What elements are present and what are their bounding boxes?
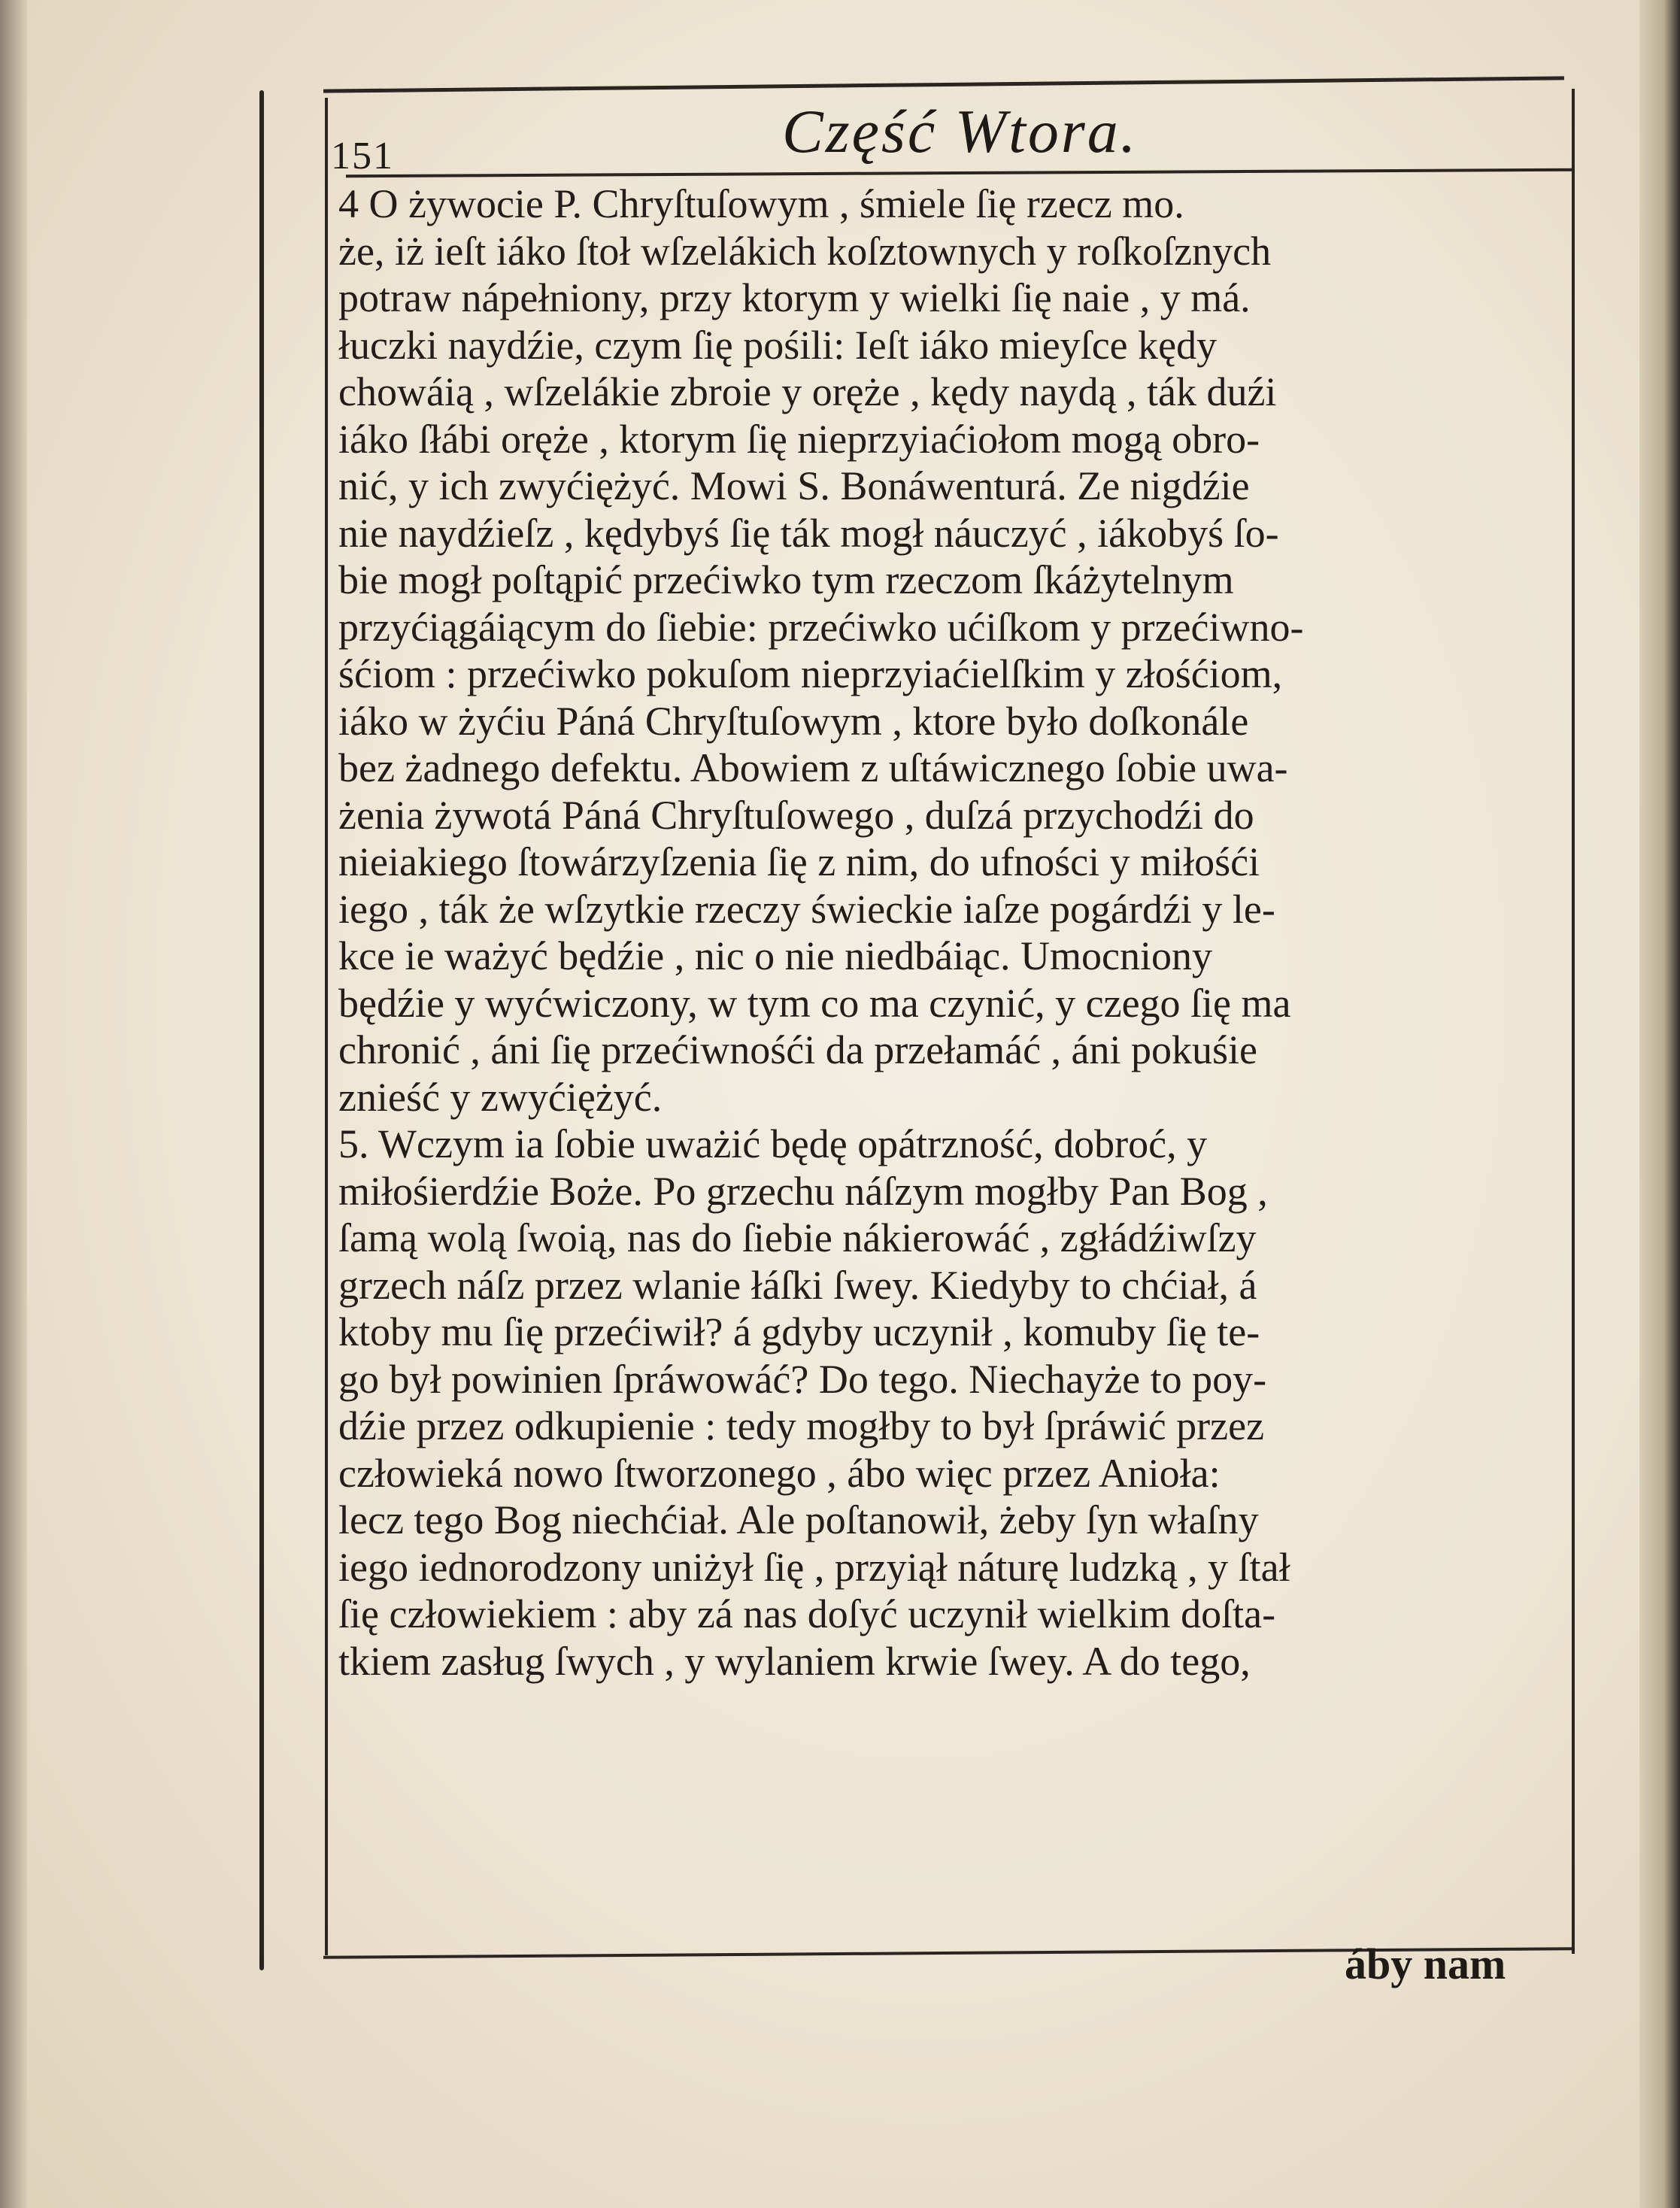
- text-line: iego iednorodzony uniżył ſię , przyiął náturę ludzką , y ſtał: [338, 1544, 1290, 1590]
- text-line: go był powinien ſpráwowáć? Do tego. Niechayże to poy-: [338, 1356, 1267, 1402]
- text-line: ktoby mu ſię przećiwił? á gdyby uczynił , komuby ſię te-: [338, 1309, 1260, 1354]
- text-line: bie mogł poſtąpić przećiwko tym rzeczom ſkáżytelnym: [338, 557, 1234, 602]
- text-line: iáko w żyćiu Páná Chryſtuſowym , ktore było doſkonále: [338, 698, 1249, 744]
- header-rule: [346, 168, 1572, 178]
- body-text: [338, 180, 1572, 1685]
- text-line: łuczki naydźie, czym ſię pośili: Ieſt iáko mieyſce kędy: [338, 322, 1218, 368]
- text-line: nie naydźieſz , kędybyś ſię ták mogł náuczyć , iákobyś ſo-: [338, 510, 1279, 556]
- text-frame-right-rule: [1572, 89, 1575, 1954]
- catchword: áby nam: [1345, 1940, 1506, 1988]
- text-line: nić, y ich zwyćiężyć. Mowi S. Bonáwenturá. Ze nigdźie: [338, 463, 1250, 508]
- text-line: śćiom : przećiwko pokuſom nieprzyiaćielſkim y złośćiom,: [338, 651, 1283, 696]
- text-line: tkiem zasług ſwych , y wylaniem krwie ſwey. A do tego,: [338, 1638, 1251, 1684]
- text-line: miłośierdźie Boże. Po grzechu náſzym mogłby Pan Bog ,: [338, 1168, 1268, 1214]
- top-rule: [323, 76, 1564, 93]
- text-line: ſamą wolą ſwoią, nas do ſiebie nákierowáć , zgłádźiwſzy: [338, 1215, 1257, 1260]
- text-line: 5. Wczym ia ſobie uważić będę opátrzność, dobroć, y: [338, 1121, 1208, 1166]
- text-line: kce ie ważyć będźie , nic o nie niedbáiąc. Umocniony: [338, 933, 1213, 978]
- text-line: lecz tego Bog niechćiał. Ale poſtanowił, żeby ſyn właſny: [338, 1497, 1259, 1542]
- text-line: grzech náſz przez wlanie łáſki ſwey. Kiedyby to chćiał, á: [338, 1262, 1257, 1308]
- text-line: potraw nápełniony, przy ktorym y wielki ſię naie , y má.: [338, 275, 1251, 320]
- text-line: iego , ták że wſzytkie rzeczy świeckie iaſze pogárdźi y le-: [338, 886, 1275, 932]
- text-line: chowáią , wſzelákie zbroie y oręże , kędy naydą , ták duźi: [338, 369, 1277, 414]
- text-line: chronić , áni ſię przećiwnośći da przełamáć , áni pokuśie: [338, 1027, 1257, 1072]
- text-line: ſię człowiekiem : aby zá nas doſyć uczynił wielkim doſta-: [338, 1591, 1276, 1636]
- text-line: że, iż ieſt iáko ſtoł wſzelákich koſztownych y roſkoſznych: [338, 228, 1272, 274]
- text-line: będźie y wyćwiczony, w tym co ma czynić, y czego ſię ma: [338, 980, 1291, 1026]
- text-line: dźie przez odkupienie : tedy mogłby to był ſpráwić przez: [338, 1403, 1265, 1448]
- text-line: nieiakiego ſtowárzyſzenia ſię z nim, do ufności y miłośći: [338, 839, 1260, 884]
- page-number: 151: [331, 135, 394, 177]
- text-line: przyćiągáiącym do ſiebie: przećiwko ućiſkom y przećiwno-: [338, 604, 1304, 650]
- binding-shadow: [0, 0, 27, 2208]
- text-line: żenia żywotá Páná Chryſtuſowego , duſzá przychodźi do: [338, 792, 1254, 838]
- text-line: 4 O żywocie P. Chryſtuſowym , śmiele ſię rzecz mo.: [338, 181, 1184, 226]
- text-line: bez żadnego defektu. Abowiem z uſtáwicznego ſobie uwa-: [338, 745, 1288, 790]
- outer-margin-rule: [259, 90, 264, 1970]
- page-edge: [1639, 0, 1680, 2208]
- text-line: człowieká nowo ſtworzonego , ábo więc przez Anioła:: [338, 1450, 1221, 1496]
- running-head: Część Wtora.: [782, 97, 1139, 165]
- text-line: iáko ſłábi oręże , ktorym ſię nieprzyiaćiołom mogą obro-: [338, 416, 1260, 462]
- text-frame-left-rule: [325, 98, 328, 1955]
- text-line: znieść y zwyćiężyć.: [338, 1074, 663, 1120]
